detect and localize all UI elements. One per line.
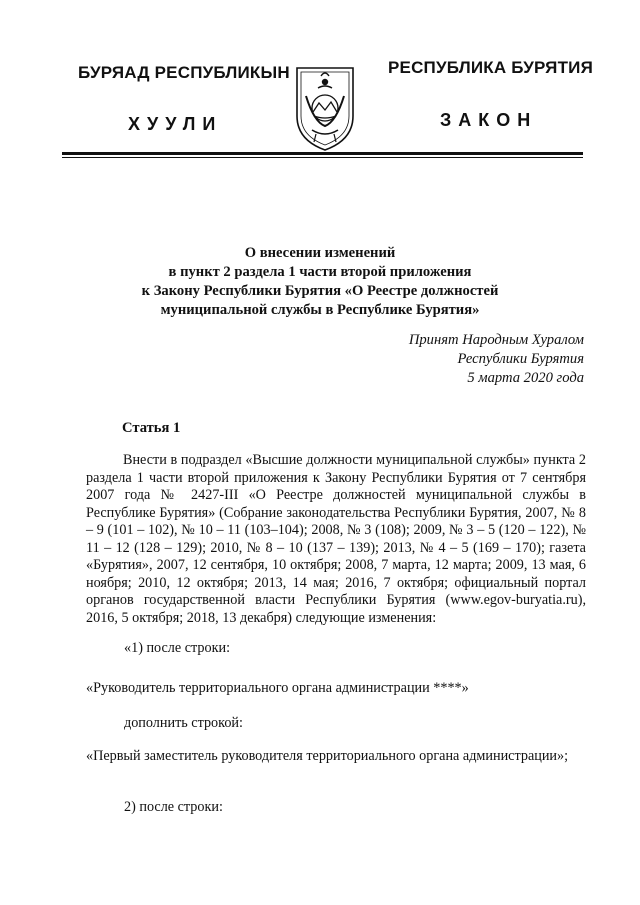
quoted-line-1: «Руководитель территориального органа администрации ****»: [86, 680, 469, 696]
header-left-title: БУРЯАД РЕСПУБЛИКЫН: [78, 63, 290, 82]
adoption-line: Принят Народным Хуралом: [408, 332, 584, 348]
republic-coat-of-arms-icon: [294, 60, 356, 152]
amendment-instruction: дополнить строкой:: [124, 715, 243, 731]
header-divider-thin: [62, 157, 583, 158]
article-paragraph: Внести в подраздел «Высшие должности муниципальной службы» пункта 2 раздела 1 части второй приложения к Закону Республики Бурятия от 7 сентября 2007 года № 2427-III «О Реестре должностей муниципальной службы в Республике Бурятия» (Собрание законодательства Республики Бурятия, 2007, № 8 – 9 (101 – 102), № 10 – 11 (103–104); 2008, № 3 (108); 2009, № 3 – 5 (120 – 122), № 11 – 12 (128 – 129); 2010, № 8 – 10 (137 – 139); 2013, № 4 – 5 (169 – 170); газета «Бурятия», 2007, 12 сентября, 10 октября; 2008, 7 марта, 12 марта; 2009, 13 мая, 6 ноября; 2010, 12 октября; 2013, 14 мая; 2016, 7 октября; официальный портал органов государственной власти Республики Бурятия (www.egov-buryatia.ru), 2016, 5 октября; 2018, 13 декабря) следующие изменения:: [86, 452, 586, 626]
adoption-line: Республики Бурятия: [457, 351, 584, 367]
adoption-note: [409, 331, 584, 388]
header-right-title: РЕСПУБЛИКА БУРЯТИЯ: [388, 58, 593, 77]
adoption-date: 5 марта 2020 года: [467, 370, 584, 386]
law-title-line: в пункт 2 раздела 1 части второй приложения: [168, 264, 472, 280]
amendment-item-1: «1) после строки:: [124, 640, 231, 656]
quoted-line-2: «Первый заместитель руководителя территориального органа администрации»;: [86, 748, 569, 764]
law-title-line: О внесении изменений: [244, 245, 396, 261]
law-title-line: к Закону Республики Бурятия «О Реестре должностей: [141, 283, 499, 299]
law-title: [100, 244, 540, 320]
header-right-subtitle: ЗАКОН: [440, 110, 538, 130]
header-divider-thick: [62, 152, 583, 155]
header-left-subtitle: ХУУЛИ: [128, 114, 223, 134]
article-heading: Статья 1: [122, 420, 181, 436]
article-body: [86, 452, 586, 627]
amendment-item-2: 2) после строки:: [124, 799, 223, 815]
law-title-line: муниципальной службы в Республике Бурятия»: [160, 302, 480, 318]
